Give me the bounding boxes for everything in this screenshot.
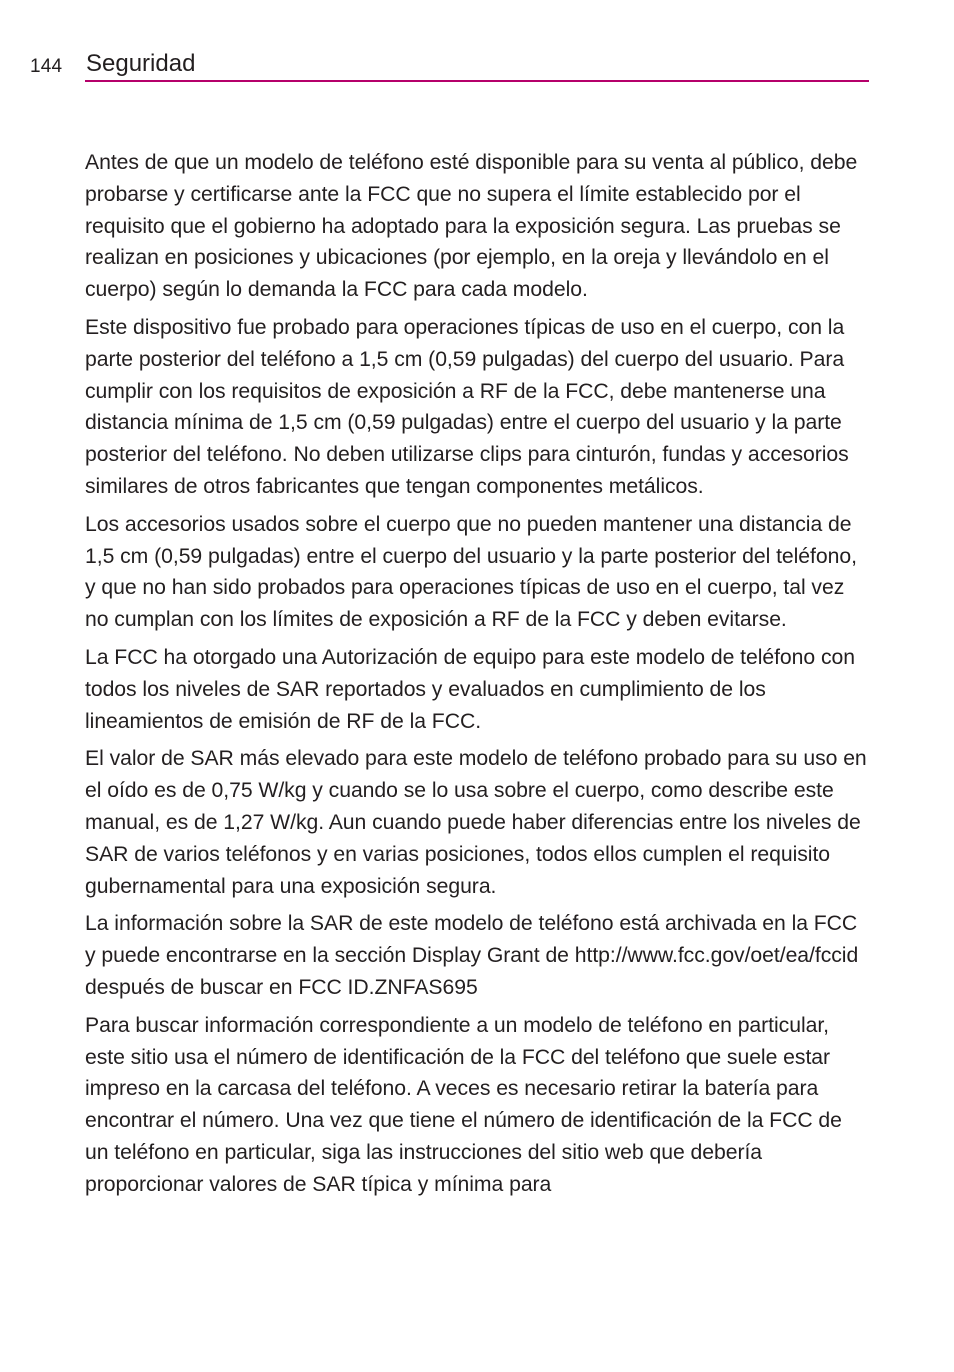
- page-number: 144: [30, 56, 63, 77]
- paragraph: La FCC ha otorgado una Autorización de equipo para este modelo de teléfono con todos los niveles de SAR reportados y evaluados en cumplimiento de los lineamientos de emisión de RF de la FCC.: [85, 645, 855, 733]
- header-divider: [85, 80, 869, 82]
- paragraph: Los accesorios usados sobre el cuerpo que no pueden mantener una distancia de 1,5 cm (0,59 pulgadas) entre el cuerpo del usuario y la parte posterior del teléfono, y que no han sido probados para operaciones típicas de uso en el cuerpo, tal vez no cumplan con los límites de exposición a RF de la FCC y deben evitarse.: [85, 512, 857, 632]
- section-title: Seguridad: [86, 50, 196, 77]
- paragraph: Antes de que un modelo de teléfono esté disponible para su venta al público, debe probarse y certificarse ante la FCC que no supera el límite establecido por el requisito que el gobierno ha adoptado para la exposición segura. Las pruebas se realizan en posiciones y ubicaciones (por ejemplo, en la oreja y llevándolo en el cuerpo) según lo demanda la FCC para cada modelo.: [85, 151, 858, 302]
- paragraph: Este dispositivo fue probado para operaciones típicas de uso en el cuerpo, con la parte posterior del teléfono a 1,5 cm (0,59 pulgadas) del cuerpo del usuario. Para cumplir con los requisitos de exposición a RF de la FCC, debe mantenerse una distancia mínima de 1,5 cm (0,59 pulgadas) entre el cuerpo del usuario y la parte posterior del teléfono. No deben utilizarse clips para cinturón, fundas y accesorios similares de otros fabricantes que tengan componentes metálicos.: [85, 315, 849, 498]
- paragraph: Para buscar información correspondiente a un modelo de teléfono en particular, este sitio usa el número de identificación de la FCC del teléfono que suele estar impreso en la carcasa del teléfono. A veces es necesario retirar la batería para encontrar el número. Una vez que tiene el número de identificación de la FCC de un teléfono en particular, siga las instrucciones del sitio web que debería proporcionar valores de SAR típica y mínima para: [85, 1013, 842, 1196]
- body-text: [85, 147, 871, 1207]
- paragraph: La información sobre la SAR de este modelo de teléfono está archivada en la FCC y puede encontrarse en la sección Display Grant de http://www.fcc.gov/oet/ea/fccid después de buscar en FCC ID.ZNFAS695: [85, 912, 859, 999]
- paragraph: El valor de SAR más elevado para este modelo de teléfono probado para su uso en el oído es de 0,75 W/kg y cuando se lo usa sobre el cuerpo, como describe este manual, es de 1,27 W/kg. Aun cuando puede haber diferencias entre los niveles de SAR de varios teléfonos y en varias posiciones, todos ellos cumplen el requisito gubernamental para una exposición segura.: [85, 747, 867, 898]
